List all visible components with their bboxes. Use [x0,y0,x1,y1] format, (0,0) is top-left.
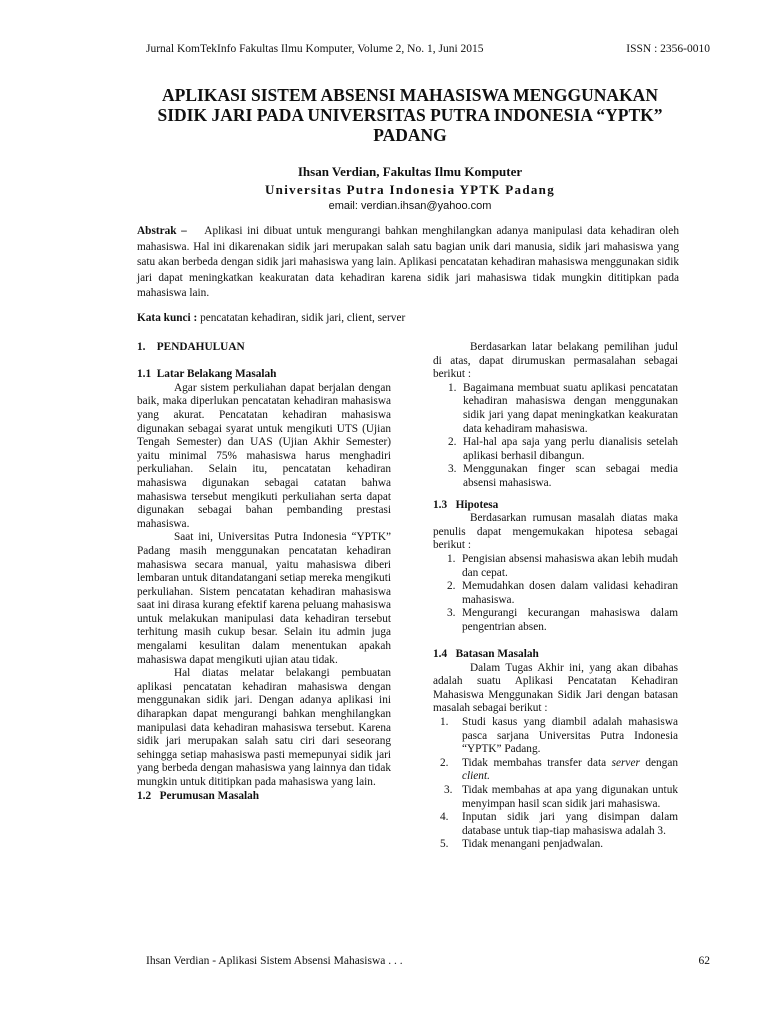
left-column [137,341,391,803]
list-text: Bagaimana membuat suatu aplikasi pencatatan kehadiran mahasiswa dengan menggunakan sidik jari yang dapat meningkatkan keakuratan data kehadiram mahasiswa. [463,381,678,435]
list-item [444,784,678,811]
problem-list [433,382,678,491]
paragraph: Berdasarkan latar belakang pemilihan judul di atas, dapat dirumuskan permasalahan sebagai berikut : [433,341,678,381]
list-number: 1. [448,381,457,394]
list-item [447,552,678,580]
university-line: Universitas Putra Indonesia YPTK Padang [264,182,556,197]
section-1-3-heading: 1.3 Hipotesa [433,498,499,511]
page-number: 62 [698,955,710,967]
list-number: 2. [447,580,456,593]
abstract [137,224,679,302]
list-number: 2. [440,756,449,769]
journal-header: Jurnal KomTekInfo Fakultas Ilmu Komputer, Volume 2, No. 1, Juni 2015 [146,43,484,55]
title-line-2: SIDIK JARI PADA UNIVERSITAS PUTRA INDONESIA “YPTK” [157,105,663,125]
list-number: 3. [444,784,453,796]
hypothesis-list [433,553,678,635]
list-text: Tidak membahas transfer data [462,756,612,769]
list-text: Inputan sidik jari yang disimpan dalam database untuk tiap-tiap mahasiswa adalah 3. [462,811,678,837]
list-item [448,381,678,436]
section-1-2-heading: 1.2 Perumusan Masalah [137,789,260,802]
list-item [440,838,678,852]
list-item [448,436,678,463]
issn-header: ISSN : 2356-0010 [626,43,710,55]
list-item [448,463,678,490]
list-text: Memudahkan dosen dalam validasi kehadiran mahasiswa. [462,580,678,606]
email-line: email: verdian.ihsan@yahoo.com [328,200,492,212]
section-1-1-heading: 1.1 Latar Belakang Masalah [137,368,277,381]
section-1-heading: 1. PENDAHULUAN [137,341,245,353]
paragraph: Hal diatas melatar belakangi pembuatan aplikasi pencatatan kehadiran mahasiswa dengan menggunakan sidik jari. Dengan adanya aplikasi ini diharapkan dapat mengurangi bahkan menghilangkan manipulasi data kehadiran mahasiswa tersebut. Karena sidik jari merupakan salah satu ciri dari seseorang sehingga setiap mahasiswa pasti memepunyai sidik jari yang berbeda dengan mahasiswa yang lainnya dan tidak mungkin untuk dititipkan pada mahasiswa yang lain. [137,667,391,788]
title-line-3: PADANG [373,125,447,145]
list-text-italic: server [611,756,640,769]
list-number: 4. [440,811,449,824]
list-number: 1. [447,552,456,565]
list-number: 1. [440,716,449,729]
list-item [440,811,678,838]
running-footer: Ihsan Verdian - Aplikasi Sistem Absensi Mahasiswa . . . [146,955,403,967]
paragraph: Agar sistem perkuliahan dapat berjalan dengan baik, maka diperlukan pencatatan kehadiran mahasiswa yang akurat. Pencatatan kehadiran mahasiswa digunakan sebagai syarat untuk mengikuti UTS (Ujian Tengah Semester) dan UAS (Ujian Akhir Semester) yaitu minimal 75% mahasiswa harus menghadiri perkuliahan. Selain itu, pencatatan kehadiran mahasiswa digunakan sebagai catatan bahwa mahasiswa tersebut mengikuti perkuliahan serta dapat digunakan sebagai bahan pembanding prestasi mahasiswa. [137,381,391,530]
paragraph: Dalam Tugas Akhir ini, yang akan dibahas adalah suatu Aplikasi Pencatatan Kehadiran Mahasiswa Menggunakan Sidik Jari dengan batasan masalah sebagai berikut : [433,661,678,715]
author-line: Ihsan Verdian, Fakultas Ilmu Komputer [297,164,523,179]
list-text: Tidak menangani penjadwalan. [462,838,604,851]
right-column [433,341,678,852]
paragraph: Berdasarkan rumusan masalah diatas maka penulis dapat mengemukakan hipotesa sebagai berikut : [433,512,678,552]
list-text-italic: client. [462,770,490,783]
paragraph: Saat ini, Universitas Putra Indonesia “YPTK” Padang masih menggunakan pencatatan kehadiran mahasiswa secara manual, yaitu mahasiswa diberi lembaran untuk ditandatangani setiap mereka mengikuti perkuliahan. Sistem pencatatan kehadiran mahasiswa saat ini dirasa kurang efektif karena peluang mahasiswa untuk melakukan manipulasi data kehadiran tersebut terhitung masih cukup besar. Selain itu admin juga mengalami kesulitan dalam menentukan apakah mahasiswa dapat mengikuti ujian atau tidak. [137,531,391,666]
list-text: Studi kasus yang diambil adalah mahasiswa pasca sarjana Universitas Putra Indonesia “YPTK” Padang. [462,716,678,756]
list-number: 2. [448,436,457,449]
list-number: 5. [440,838,449,851]
keywords-text: pencatatan kehadiran, sidik jari, client, server [200,312,406,324]
title-line-1: APLIKASI SISTEM ABSENSI MAHASISWA MENGGUNAKAN [162,85,658,105]
list-text: Menggunakan finger scan sebagai media absensi mahasiswa. [463,463,678,489]
paper-title [100,85,720,145]
section-1-4-heading: 1.4 Batasan Masalah [433,648,539,661]
list-item [440,716,678,757]
keywords [137,312,679,324]
list-item [447,607,678,634]
list-text: Pengisian absensi mahasiswa akan lebih mudah dan cepat. [462,552,678,579]
list-text: dengan [639,756,678,769]
abstract-label: Abstrak – [137,225,187,237]
list-item [440,756,678,784]
keywords-label: Kata kunci : [137,312,198,324]
list-text: Hal-hal apa saja yang perlu dianalisis setelah aplikasi berhasil dibangun. [463,436,678,462]
list-text: Tidak membahas at apa yang digunakan untuk menyimpan hasil scan sidik jari mahasiswa. [462,784,678,810]
abstract-text: Aplikasi ini dibuat untuk mengurangi bahkan menghilangkan adanya manipulasi data kehadiran oleh mahasiswa. Hal ini dikarenakan sidik jari merupakan salah satu bagian unik dari manusia, sidik jari mahasiswa yang satu akan berbeda dengan sidik jari mahasiswa yang lain. Aplikasi pencatatan kehadiran mahasiswa menggunakan sidik jari dapat meningkatkan keakuratan data kehadiran karena sidik jari mahasiswa tidak mungkin dititipkan pada mahasiswa lain. [137,225,679,299]
list-text: Mengurangi kecurangan mahasiswa dalam pengentrian absen. [462,607,678,633]
scope-list [433,716,678,852]
list-item [447,580,678,607]
list-number: 3. [448,463,457,476]
list-number: 3. [447,607,456,620]
